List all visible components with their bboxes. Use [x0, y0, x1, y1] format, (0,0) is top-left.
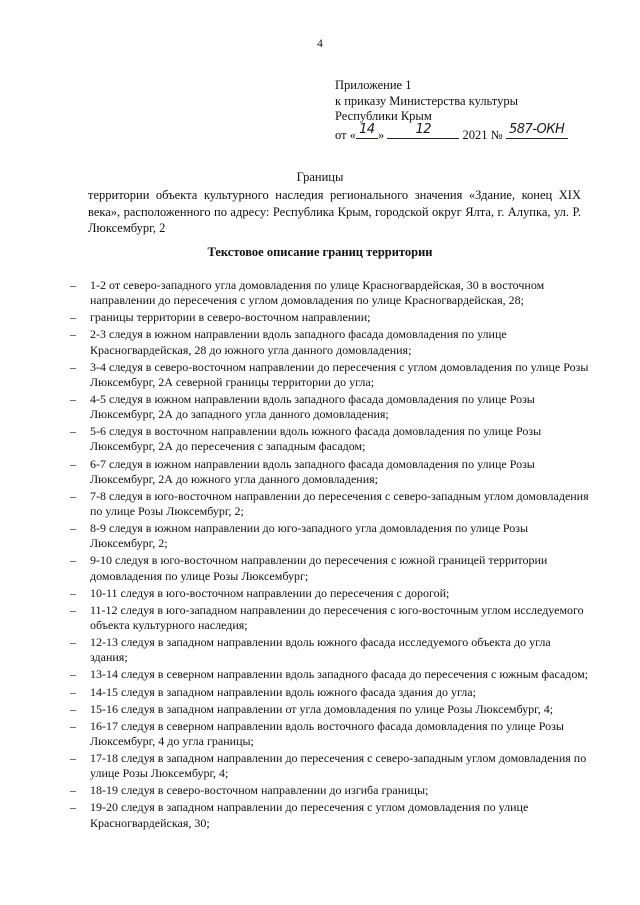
- list-item: – 12-13 следуя в западном направлении вдоль южного фасада исследуемого объекта до угла здания;: [70, 635, 551, 665]
- list-item: – 16-17 следуя в северном направлении вдоль восточного фасада домовладения по улице Розы Люксембург, 4 до угла границы;: [70, 718, 564, 748]
- date-day-handwritten: 14: [359, 122, 375, 137]
- boundary-description-list: [70, 278, 590, 833]
- order-number-field: [506, 122, 568, 139]
- section-heading: Текстовое описание границ территории: [207, 245, 433, 259]
- list-item: – 3-4 следуя в северо-восточном направлении до пересечения с углом домовладения по улице Розы Люксембург, 2А северной границы территории до угла;: [70, 359, 589, 389]
- appendix-date-line: [335, 122, 595, 144]
- appendix-header: [335, 78, 595, 143]
- list-item: – 9-10 следуя в юго-восточном направлении до пересечения с южной границей территории домовладения по улице Розы Люксембург;: [70, 553, 548, 583]
- list-item: – 2-3 следуя в южном направлении вдоль западного фасада домовладения по улице Красногвардейская, 28 до южного угла данного домовладения;: [70, 327, 507, 357]
- list-item: – 5-6 следуя в восточном направлении вдоль южного фасада домовладения по улице Розы Люксембург, 2А до пересечения с западным фасадом;: [70, 424, 542, 454]
- date-year: 2021 №: [462, 127, 503, 142]
- document-subtitle: территории объекта культурного наследия регионального значения «Здание, конец XIX века», расположенного по адресу: Республика Крым, городской округ Ялта, г. Алупка, ул. Р. Люксембург, 2: [88, 188, 581, 235]
- date-prefix: от «: [335, 127, 356, 142]
- date-month-handwritten: 12: [415, 122, 432, 137]
- list-item: – 18-19 следуя в северо-восточном направлении до изгиба границы;: [70, 783, 429, 798]
- list-item: – 17-18 следуя в западном направлении до пересечения с северо-западным углом домовладения по улице Розы Люксембург, 4;: [70, 751, 587, 781]
- list-item: – 4-5 следуя в южном направлении вдоль западного фасада домовладения по улице Розы Люксембург, 2А до западного угла данного домовладения;: [70, 391, 535, 422]
- list-item: – 7-8 следуя в юго-восточном направлении до пересечения с северо-западным углом домовладения по улице Розы Люксембург, 2;: [70, 488, 589, 519]
- date-day-field: [356, 122, 378, 139]
- list-item: – 11-12 следуя в юго-западном направлении до пересечения с юго-восточным углом исследуемого объекта культурного наследия;: [70, 602, 584, 633]
- list-item: – 15-16 следуя в западном направлении от угла домовладения по улице Розы Люксембург, 4;: [70, 701, 554, 716]
- date-mid: »: [377, 127, 385, 142]
- date-month-field: [387, 122, 459, 139]
- list-item: – 1-2 от северо-западного угла домовладения по улице Красногвардейская, 30 в восточном направлении до пересечения с углом домовладения по улице Красногвардейская, 28;: [70, 278, 545, 308]
- order-number-handwritten: 587-ОКН: [509, 122, 565, 137]
- appendix-title: Приложение 1: [335, 78, 412, 92]
- page-number: 4: [317, 38, 323, 50]
- list-item: – 14-15 следуя в западном направлении вдоль южного фасада здания до угла;: [70, 684, 476, 699]
- list-item: – границы территории в северо-восточном направлении;: [70, 310, 371, 325]
- appendix-order-ref: к приказу Министерства культуры: [335, 93, 518, 108]
- list-item: – 8-9 следуя в южном направлении до юго-западного угла домовладения по улице Розы Люксембург, 2;: [70, 521, 529, 551]
- list-item: – 19-20 следуя в западном направлении до пересечения с углом домовладения по улице Красногвардейская, 30;: [70, 800, 529, 830]
- document-title: Границы: [296, 170, 344, 184]
- list-item: – 10-11 следуя в юго-восточном направлении до пересечения с дорогой;: [70, 585, 450, 600]
- list-item: – 13-14 следуя в северном направлении вдоль западного фасада до пересечения с южным фасадом;: [70, 667, 589, 682]
- list-item: – 6-7 следуя в южном направлении вдоль западного фасада домовладения по улице Розы Люксембург, 2А до южного угла данного домовладения;: [70, 456, 535, 486]
- appendix-region: Республики Крым: [335, 109, 432, 123]
